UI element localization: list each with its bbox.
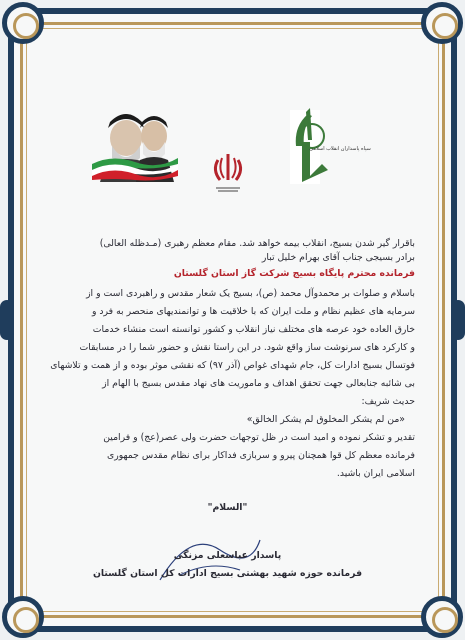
signer-name: پاسدار عباسعلی مزنگی — [173, 550, 282, 561]
irgc-logo-icon — [288, 106, 371, 190]
body-line-8: تقدیر و تشکر نموده و امید است در ظل توجهات حضرت ولی عصر(عج) و فرامین — [103, 432, 415, 443]
corner-ornament — [421, 596, 463, 638]
logo-caption: سپاه پاسداران انقلاب اسلامی — [309, 146, 371, 152]
body-line-7: حدیث شریف: — [361, 396, 415, 407]
corner-ornament — [421, 2, 463, 44]
body-line-9: فرمانده معظم کل قوا همچنان پیرو و سربازی فداکار برای نظام مقدس جمهوری — [106, 450, 415, 461]
recipient-title: فرمانده محترم پایگاه بسیج شرکت گاز استان گلستان — [173, 268, 415, 279]
side-ornament — [451, 300, 465, 340]
body-line-1: باسلام و صلوات بر محمدوآل محمد (ص)، بسیج یک شعار مقدس و راهبردی است و از — [86, 288, 415, 299]
body-line-2: سرمایه های عظیم نظام و ملت ایران که با خلاقیت ها و توانمندیهای منحصر به فرد و — [91, 306, 415, 317]
body-line-3: خارق العاده خود عرصه های مختلف نیاز انقلاب و کشور توانسته است منشاء خدمات — [92, 324, 415, 335]
salam-closing: "السلام" — [207, 502, 248, 513]
signer-title: فرمانده حوزه شهید بهشتی بسیج ادارات کل استان گلستان — [92, 568, 363, 579]
side-ornament — [0, 300, 14, 340]
body-line-4: و کارکرد های سرنوشت ساز واقع شود. در این راستا نقش و حضور شما را در مسابقات — [79, 342, 415, 353]
body-line-10: اسلامی ایران باشید. — [336, 468, 415, 479]
slogan-line: باقرار گیر شدن بسیج، انقلاب بیمه خواهد شد. مقام معظم رهبری (مـدظله العالی) — [99, 238, 415, 249]
recipient-line: برادر بسیجی جناب آقای بهرام خلیل تبار — [261, 252, 415, 263]
corner-ornament — [2, 596, 44, 638]
corner-ornament — [2, 2, 44, 44]
body-line-5: فوتسال بسیج ادارات کل، جام شهدای غواص (آذر ۹۷) که نقشی موثر بوده و از همت و تلاشهای — [50, 360, 415, 371]
body-line-6: بی شائبه جنابعالی جهت تحقق اهداف و ماموریت های نهاد مقدس بسیج با الهام از — [102, 378, 415, 389]
hadith-quote: «من لم یشکر المخلوق لم یشکر الخالق» — [246, 414, 405, 425]
iran-flag-ribbon — [92, 150, 178, 180]
iran-emblem-icon — [210, 150, 246, 194]
